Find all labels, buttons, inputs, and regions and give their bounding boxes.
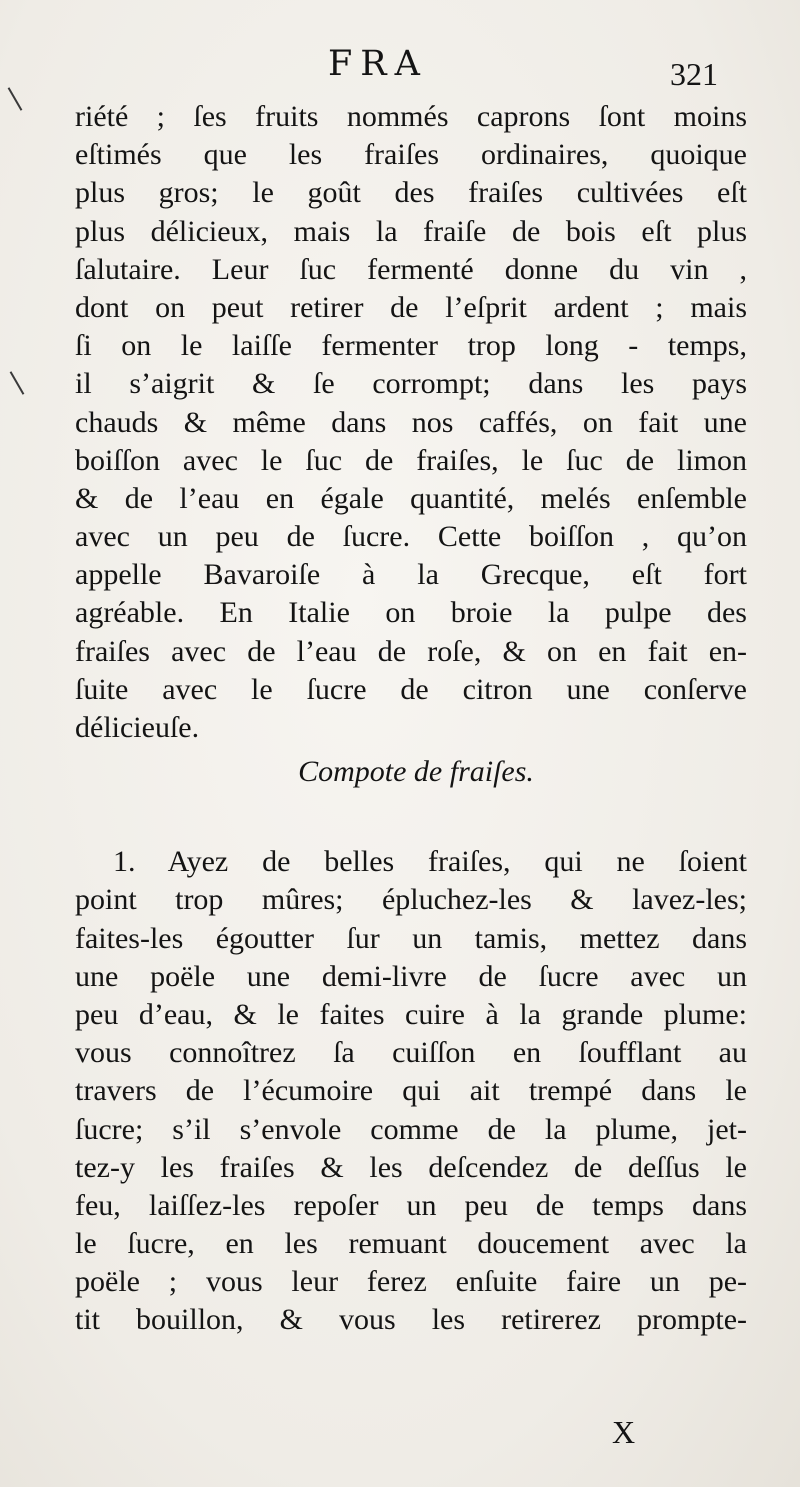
text-line: feu, laiſſez-les repoſer un peu de temps dans [75, 1188, 747, 1222]
paragraph-recipe [75, 843, 747, 1339]
text-line: plus gros; le goût des fraiſes cultivées eſt [75, 176, 747, 210]
text-line: ſuite avec le ſucre de citron une conſerve [75, 672, 747, 706]
spacer [75, 805, 747, 843]
text-line: tez-y les fraiſes & les deſcendez de deſſus le [75, 1150, 747, 1184]
running-head: FRA [328, 44, 428, 84]
text-line: ſucre; s’il s’envole comme de la plume, jet- [75, 1112, 747, 1146]
text-line: ſi on le laiſſe fermenter trop long - temps, [75, 329, 747, 363]
text-line: travers de l’écumoire qui ait trempé dans le [75, 1074, 747, 1108]
text-line: il s’aigrit & ſe corrompt; dans les pays [75, 367, 747, 401]
text-line: riété ; ſes fruits nommés caprons ſont moins [75, 100, 747, 133]
text-line: avec un peu de ſucre. Cette boiſſon , qu’on [75, 520, 747, 554]
text-line: chauds & même dans nos caffés, on fait une [75, 405, 747, 439]
text-line: délicieuſe. [75, 711, 200, 744]
text-line: peu d’eau, & le faites cuire à la grande plume: [75, 997, 747, 1031]
section-heading: Compote de fraiſes. [298, 755, 534, 789]
text-line: eſtimés que les fraiſes ordinaires, quoique [75, 138, 747, 172]
text-line: boiſſon avec le ſuc de fraiſes, le ſuc de limon [75, 443, 747, 477]
page-number: 321 [670, 56, 718, 92]
text-line: fraiſes avec de l’eau de roſe, & on en fait en- [75, 634, 747, 668]
text-line: vous connoîtrez ſa cuiſſon en ſoufflant au [75, 1036, 747, 1070]
text-line: ſalutaire. Leur ſuc fermenté donne du vin , [75, 252, 747, 286]
text-line: 1. Ayez de belles fraiſes, qui ne ſoient [113, 845, 747, 879]
signature-mark: X [612, 1414, 636, 1450]
text-line: point trop mûres; épluchez-les & lavez-les; [75, 883, 747, 917]
paragraph-continuation [75, 98, 747, 747]
text-line: faites-les égoutter ſur un tamis, mettez dans [75, 921, 747, 955]
text-line: agréable. En Italie on broie la pulpe des [75, 596, 747, 630]
margin-stroke [10, 371, 25, 395]
text-line: plus délicieux, mais la fraiſe de bois eſt plus [75, 214, 747, 248]
text-line: le ſucre, en les remuant doucement avec la [75, 1227, 747, 1261]
page-header [0, 44, 800, 94]
text-line: poële ; vous leur ferez enſuite faire un pe- [75, 1265, 747, 1299]
text-line: & de l’eau en égale quantité, melés enſemble [75, 481, 747, 515]
text-line: tit bouillon, & vous les retirerez prompte- [75, 1303, 747, 1337]
body-text [75, 98, 747, 1340]
text-line: une poële une demi-livre de ſucre avec un [75, 959, 747, 993]
text-line: appelle Bavaroiſe à la Grecque, eſt fort [75, 558, 747, 592]
text-line: dont on peut retirer de l’eſprit ardent ; mais [75, 290, 747, 324]
